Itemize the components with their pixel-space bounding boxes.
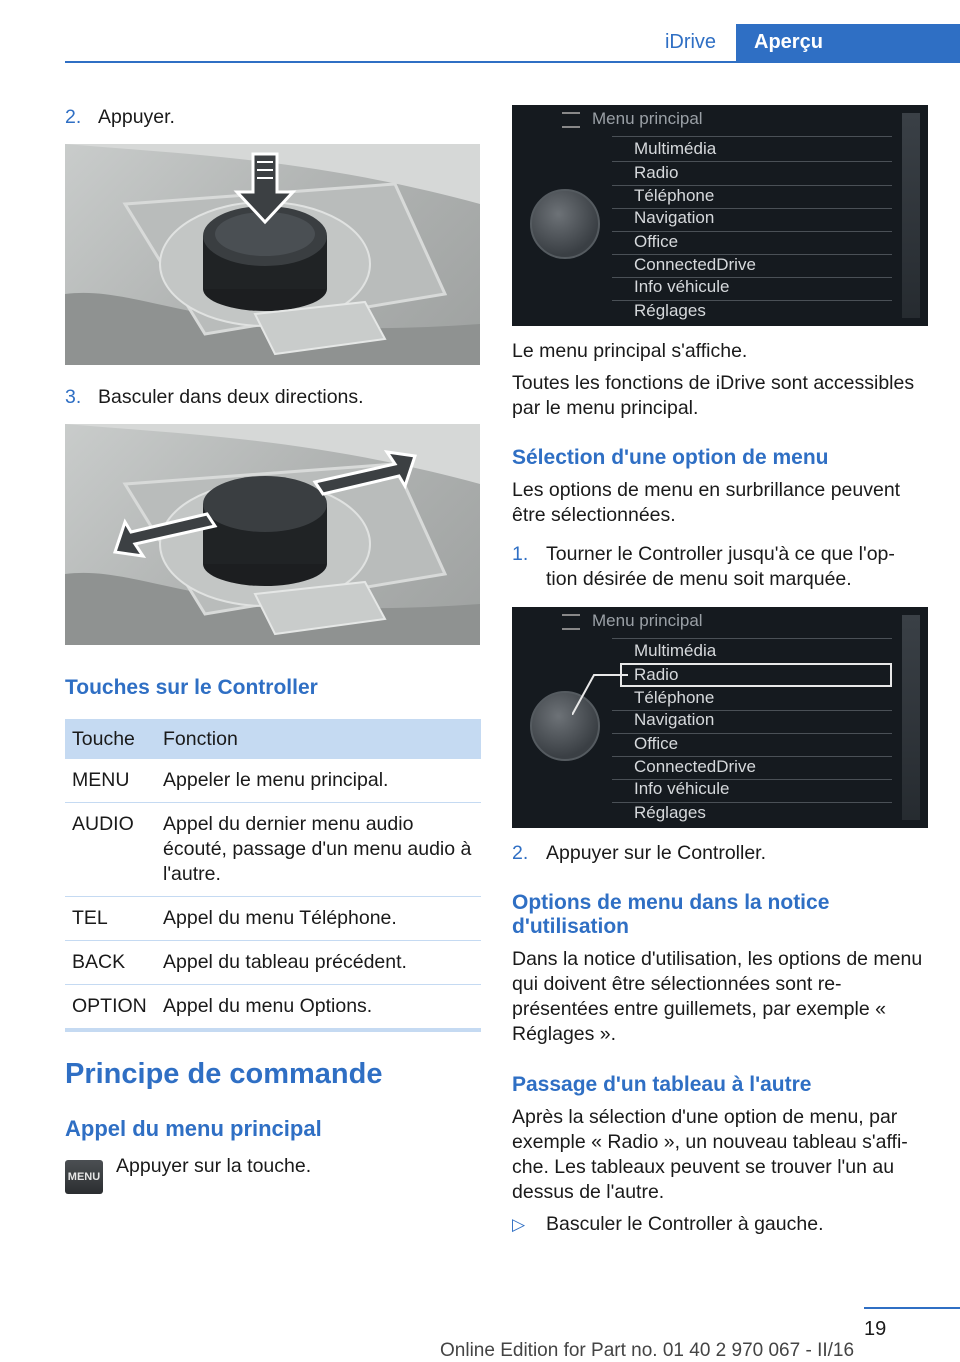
step-3: [65, 385, 364, 410]
edition-footer: Online Edition for Part no. 01 40 2 970 067 - II/16: [440, 1340, 855, 1361]
paragraph-1: Le menu principal s'affiche.: [512, 340, 748, 362]
header-section-tab: iDrive: [664, 31, 717, 53]
table-cell-key: TEL: [65, 897, 156, 941]
menu-separator: [612, 638, 892, 639]
main-menu-screen: [512, 105, 928, 326]
list-icon: [562, 112, 580, 128]
table-header-touche: Touche: [65, 719, 156, 759]
screen-title: Menu principal: [592, 109, 703, 128]
table-row: [65, 985, 481, 1031]
menu-item: ConnectedDrive: [634, 255, 756, 274]
scroll-bar: [902, 113, 920, 318]
menu-key-icon: MENU: [65, 1160, 103, 1194]
table-header-fonction: Fonction: [156, 719, 481, 759]
table-row: [65, 941, 481, 985]
table-cell-func: Appel du menu Options.: [156, 985, 481, 1031]
menu-item: Multimédia: [634, 641, 717, 660]
step-text: Tourner le Controller jusqu'à ce que l'op‐ tion désirée de menu soit marquée.: [546, 543, 895, 590]
menu-item: Radio: [634, 163, 679, 182]
menu-item: Téléphone: [634, 688, 715, 707]
controller-tilt-illustration: [65, 424, 480, 645]
controller-press-illustration: [65, 144, 480, 365]
keys-table-wrap: [65, 719, 481, 1032]
table-row: [65, 759, 481, 803]
table-cell-key: MENU: [65, 759, 156, 803]
menu-item: ConnectedDrive: [634, 757, 756, 776]
passage-heading: Passage d'un tableau à l'autre: [512, 1073, 812, 1096]
paragraph-2: Toutes les fonctions de iDrive sont accessibles par le menu principal.: [512, 372, 915, 419]
bullet-item: [512, 1212, 928, 1237]
table-cell-key: OPTION: [65, 985, 156, 1031]
controller-tilt-photo: [65, 424, 480, 645]
options-heading: Options de menu dans la notice d'utilisation: [512, 891, 830, 938]
menu-item: Multimédia: [634, 139, 717, 158]
step-number: 2.: [512, 842, 529, 864]
selection-text: Les options de menu en surbrillance peuvent être sélectionnées.: [512, 479, 901, 526]
table-cell-func: Appel du dernier menu audio écouté, passage d'un menu audio à l'autre.: [156, 803, 481, 897]
triangle-bullet-icon: ▷: [512, 1215, 526, 1234]
selection-heading: Sélection d'une option de menu: [512, 446, 829, 469]
right-step-2: [512, 841, 928, 866]
table-cell-func: Appel du menu Téléphone.: [156, 897, 481, 941]
touches-heading: Touches sur le Controller: [65, 676, 318, 699]
scroll-bar: [902, 615, 920, 820]
radio-selected-screen: [512, 607, 928, 828]
header-rule: [65, 61, 960, 63]
table-cell-func: Appeler le menu principal.: [156, 759, 481, 803]
list-icon: [562, 614, 580, 630]
table-cell-key: AUDIO: [65, 803, 156, 897]
page-number: 19: [864, 1318, 887, 1340]
table-header-row: [65, 719, 481, 759]
step-number: 1.: [512, 543, 529, 565]
step-2: [65, 105, 175, 130]
footer-rule: [864, 1307, 960, 1309]
principe-heading: Principe de commande: [65, 1058, 383, 1090]
controller-press-photo: [65, 144, 480, 365]
passage-text: Après la sélection d'une option de menu, par exemple « Radio », un nouveau tableau s'affi‐ che. Les tableaux peuvent se trouver l'un au dessus de l'autre.: [512, 1106, 908, 1203]
menu-item-selected: Radio: [634, 665, 679, 684]
step-text: Basculer dans deux directions.: [98, 386, 364, 408]
table-cell-key: BACK: [65, 941, 156, 985]
menu-separator: [612, 136, 892, 137]
step-number: 2.: [65, 106, 82, 128]
menu-item: Office: [634, 232, 679, 251]
bullet-text: Basculer le Controller à gauche.: [546, 1213, 824, 1235]
step-text: Appuyer sur le Controller.: [546, 842, 767, 864]
table-row: [65, 803, 481, 897]
menu-item: Téléphone: [634, 186, 715, 205]
right-step-1: [512, 542, 928, 592]
menu-item: Réglages: [634, 803, 706, 822]
appel-heading: Appel du menu principal: [65, 1116, 322, 1141]
controller-knob-icon: [530, 189, 600, 259]
options-text: Dans la notice d'utilisation, les options de menu qui doivent être sélectionnées sont re‐ présentées entre guillemets, par exemple « Réglages ».: [512, 948, 923, 1045]
step-text: Appuyer.: [98, 106, 175, 128]
screen-title: Menu principal: [592, 611, 703, 630]
menu-item: Info véhicule: [634, 779, 730, 798]
header-active-tab: Aperçu: [736, 24, 960, 61]
menu-item: Navigation: [634, 710, 715, 729]
menu-item: Office: [634, 734, 679, 753]
keys-table: [65, 719, 481, 1032]
appel-text: Appuyer sur la touche.: [116, 1155, 312, 1177]
table-cell-func: Appel du tableau précédent.: [156, 941, 481, 985]
menu-separator: [612, 161, 892, 162]
pointer-line: [572, 671, 628, 715]
step-number: 3.: [65, 386, 82, 408]
menu-item: Réglages: [634, 301, 706, 320]
menu-item: Navigation: [634, 208, 715, 227]
menu-item: Info véhicule: [634, 277, 730, 296]
table-row: [65, 897, 481, 941]
